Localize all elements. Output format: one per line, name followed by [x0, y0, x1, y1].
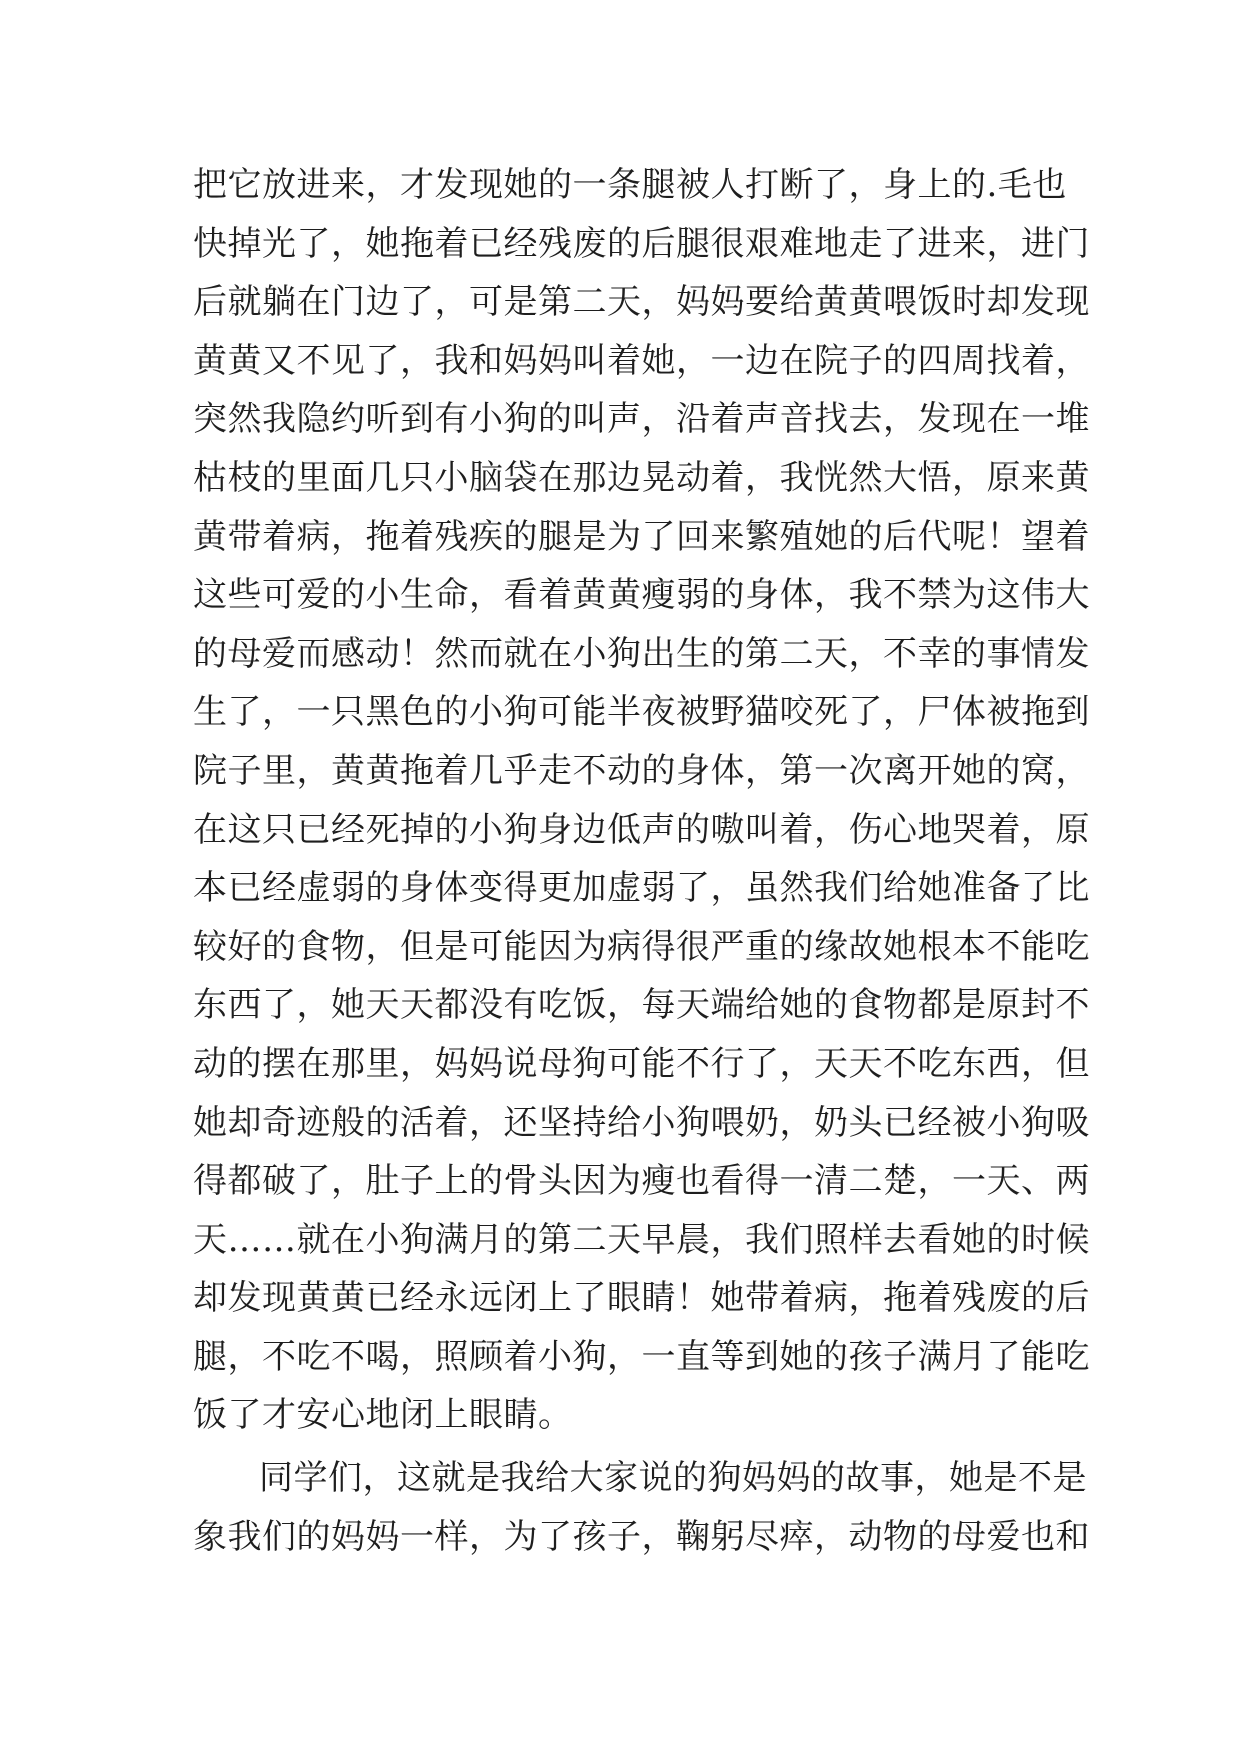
text-line: 生了，一只黑色的小狗可能半夜被野猫咬死了，尸体被拖到: [193, 692, 1090, 733]
paragraph-2: [193, 1449, 1090, 1566]
text-line: 天……就在小狗满月的第二天早晨，我们照样去看她的时候: [193, 1219, 1090, 1260]
text-line: 后就躺在门边了，可是第二天，妈妈要给黄黄喂饭时却发现: [193, 282, 1090, 323]
text-line: 枯枝的里面几只小脑袋在那边晃动着，我恍然大悟，原来黄: [193, 457, 1090, 498]
text-line: 的母爱而感动！然而就在小狗出生的第二天，不幸的事情发: [193, 633, 1090, 674]
body-text: [193, 156, 1090, 1566]
text-line: 动的摆在那里，妈妈说母狗可能不行了，天天不吃东西，但: [193, 1043, 1090, 1084]
text-line: 东西了，她天天都没有吃饭，每天端给她的食物都是原封不: [193, 985, 1090, 1026]
text-line: 较好的食物，但是可能因为病得很严重的缘故她根本不能吃: [193, 926, 1090, 967]
text-line: 却发现黄黄已经永远闭上了眼睛！她带着病，拖着残废的后: [193, 1278, 1090, 1319]
text-line: 突然我隐约听到有小狗的叫声，沿着声音找去，发现在一堆: [193, 399, 1090, 440]
text-line: 她却奇迹般的活着，还坚持给小狗喂奶，奶头已经被小狗吸: [193, 1102, 1090, 1143]
text-line-indented: 同学们，这就是我给大家说的狗妈妈的故事，她是不是: [259, 1458, 1087, 1499]
text-line: 快掉光了，她拖着已经残废的后腿很艰难地走了进来，进门: [193, 223, 1090, 264]
text-line: 院子里，黄黄拖着几乎走不动的身体，第一次离开她的窝，: [193, 750, 1090, 791]
text-line: 在这只已经死掉的小狗身边低声的嗷叫着，伤心地哭着，原: [193, 809, 1090, 850]
text-line: 黄黄又不见了，我和妈妈叫着她，一边在院子的四周找着，: [193, 340, 1090, 381]
text-line: 饭了才安心地闭上眼睛。: [193, 1395, 573, 1436]
text-line: 得都破了，肚子上的骨头因为瘦也看得一清二楚，一天、两: [193, 1161, 1090, 1202]
text-line: 把它放进来，才发现她的一条腿被人打断了，身上的.毛也: [193, 165, 1067, 205]
text-line: 象我们的妈妈一样，为了孩子，鞠躬尽瘁，动物的母爱也和: [193, 1516, 1090, 1557]
text-line: 这些可爱的小生命，看着黄黄瘦弱的身体，我不禁为这伟大: [193, 575, 1090, 616]
text-line: 黄带着病，拖着残疾的腿是为了回来繁殖她的后代呢！望着: [193, 516, 1090, 557]
text-line: 本已经虚弱的身体变得更加虚弱了，虽然我们给她准备了比: [193, 868, 1090, 909]
text-line: 腿，不吃不喝，照顾着小狗，一直等到她的孩子满月了能吃: [193, 1336, 1090, 1377]
paragraph-1: [193, 156, 1090, 1445]
